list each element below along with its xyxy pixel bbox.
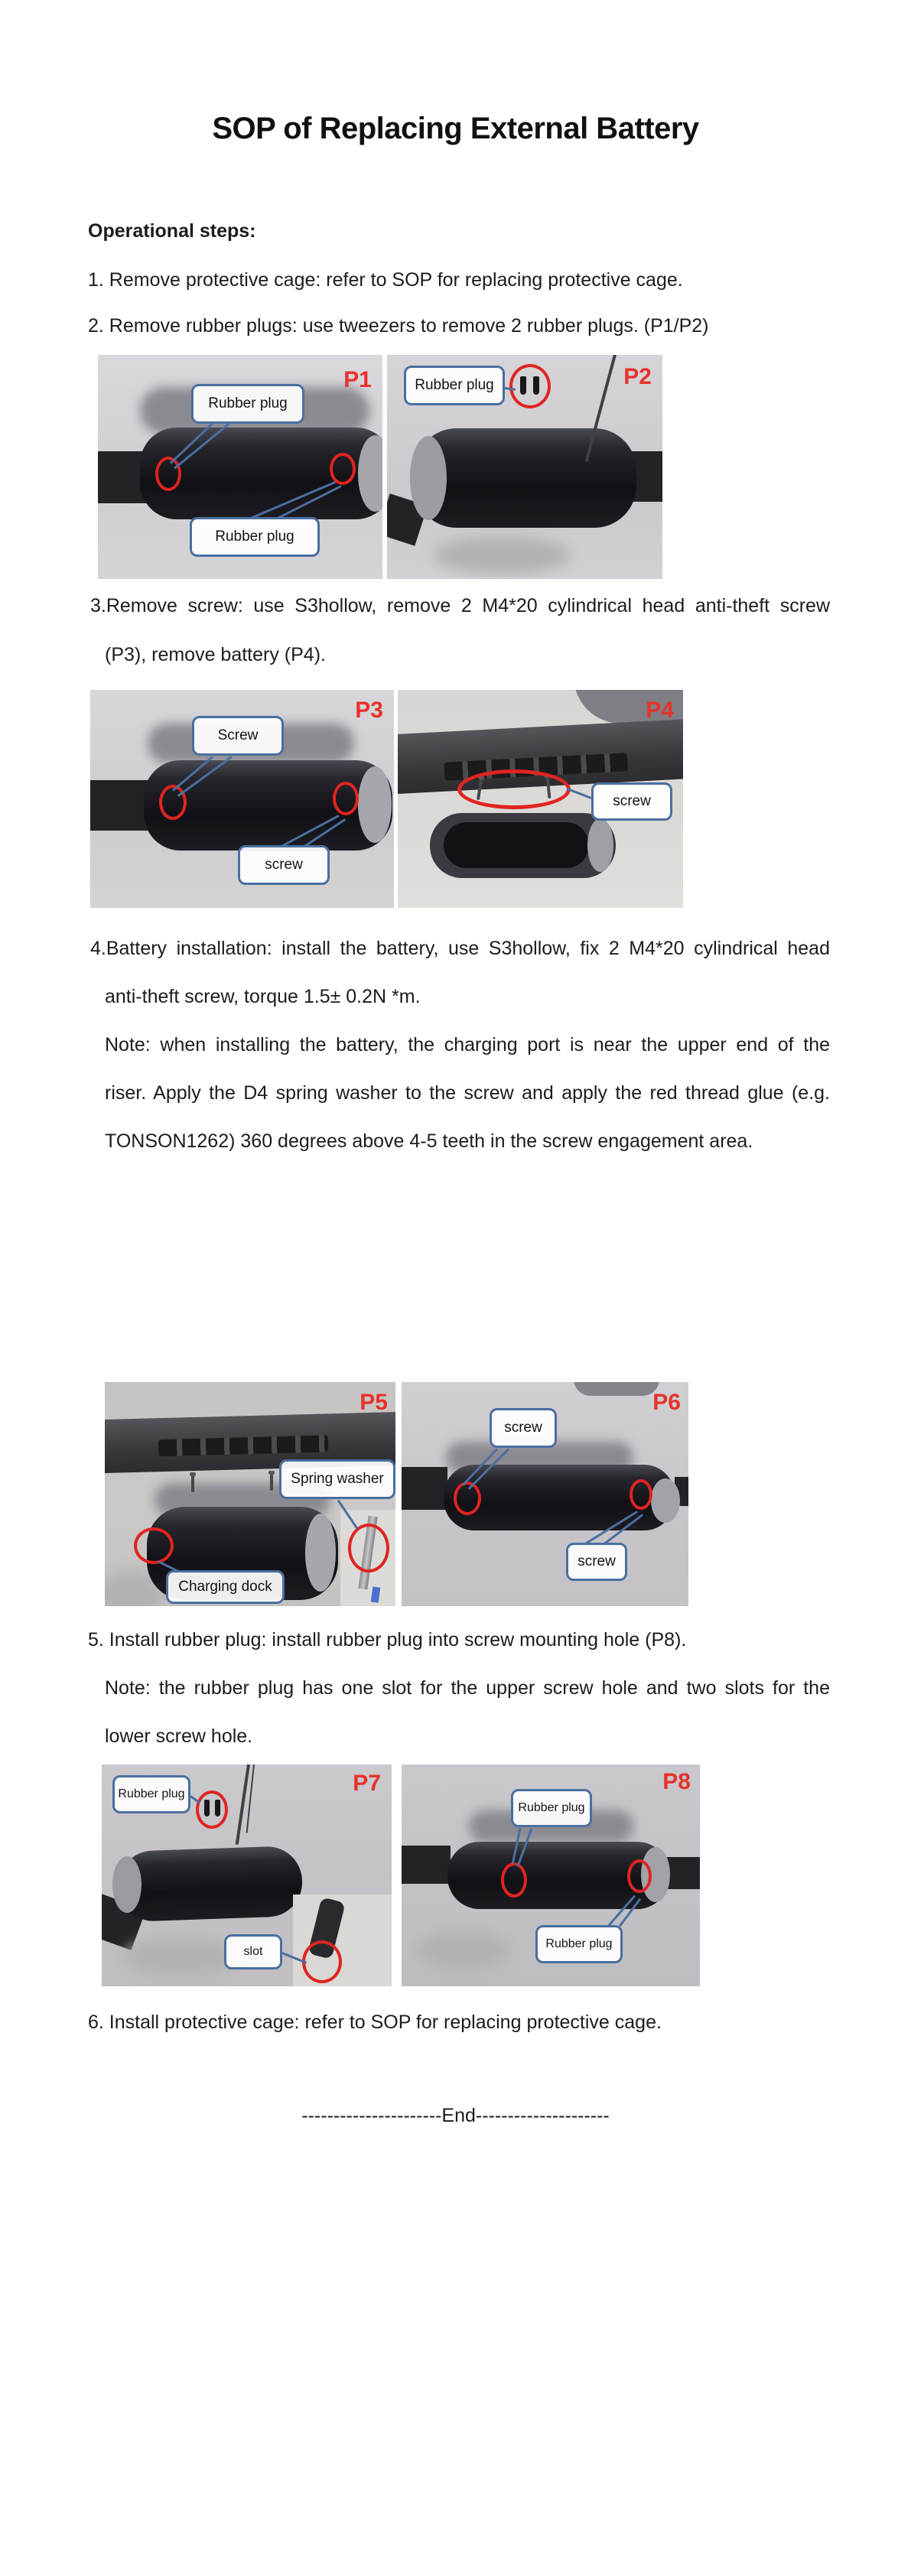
battery-body (117, 1846, 303, 1922)
handlebar (632, 451, 662, 502)
red-circle-spring-washer (348, 1524, 389, 1573)
battery-body (415, 428, 636, 528)
step-5-line-3: lower screw hole. (105, 1725, 253, 1747)
hand-shadow (433, 537, 571, 574)
rubber-plug-callout-bottom: Rubber plug (190, 517, 320, 557)
screw-callout: screw (591, 782, 672, 821)
section-heading: Operational steps: (88, 220, 256, 242)
battery-opening (444, 822, 589, 868)
end-marker: ----------------------End--------------------- (301, 2105, 610, 2126)
photo-p8 (402, 1764, 700, 1986)
red-ellipse-left (501, 1862, 527, 1898)
callout-tail (567, 788, 592, 799)
screw-callout-top: Screw (192, 716, 284, 756)
photo-p1 (98, 355, 382, 579)
step-4-line-5: TONSON1262) 360 degrees above 4-5 teeth in the screw engagement area. (105, 1130, 753, 1152)
battery-end-cap (587, 818, 613, 872)
rubber-plug-piece (533, 376, 539, 395)
step-4-line-2: anti-theft screw, torque 1.5± 0.2N *m. (105, 986, 421, 1007)
handlebar (402, 1846, 451, 1884)
photo-p4 (398, 690, 683, 908)
slot-callout: slot (224, 1934, 282, 1969)
photo-p2 (387, 355, 662, 579)
battery-end-cap (410, 436, 447, 520)
photo-p3-tag: P3 (355, 698, 383, 723)
rubber-plug-piece (520, 376, 526, 395)
page-title: SOP of Replacing External Battery (212, 112, 699, 145)
battery-end-cap (112, 1856, 142, 1913)
rubber-plug-callout: Rubber plug (112, 1775, 190, 1813)
red-ellipse-right (330, 453, 356, 485)
rubber-plug-piece (204, 1800, 210, 1817)
screw-pin (270, 1474, 273, 1491)
charging-dock-callout: Charging dock (166, 1570, 285, 1604)
rubber-plug-callout: Rubber plug (404, 366, 505, 405)
red-ellipse-right (333, 782, 359, 815)
rubber-plug-callout-top: Rubber plug (511, 1789, 592, 1827)
handlebar (666, 1857, 700, 1889)
photo-p3 (90, 690, 394, 908)
screw-callout-top: screw (490, 1408, 557, 1448)
handlebar-grille (158, 1435, 328, 1456)
rubber-plug-piece (215, 1800, 220, 1817)
screw-callout-bottom: screw (238, 845, 330, 885)
step-6: 6. Install protective cage: refer to SOP for replacing protective cage. (88, 2012, 662, 2033)
photo-p4-tag: P4 (646, 698, 674, 723)
red-ellipse-left (454, 1482, 481, 1515)
rubber-plug-callout-bottom: Rubber plug (535, 1925, 623, 1963)
step-4-line-3: Note: when installing the battery, the charging port is near the upper end of the (105, 1034, 830, 1055)
step-2: 2. Remove rubber plugs: use tweezers to remove 2 rubber plugs. (P1/P2) (88, 315, 709, 337)
photo-p6 (402, 1382, 688, 1606)
photo-p6-tag: P6 (652, 1390, 681, 1415)
photo-p7-tag: P7 (353, 1771, 381, 1796)
step-1: 1. Remove protective cage: refer to SOP for replacing protective cage. (88, 269, 683, 291)
hand-shadow (123, 1939, 238, 1974)
handlebar (402, 1467, 447, 1510)
screw-pin (191, 1475, 194, 1492)
background-object (574, 1382, 659, 1396)
step-4-line-4: riser. Apply the D4 spring washer to the screw and apply the red thread glue (e.g. (105, 1082, 830, 1104)
red-ellipse-right (627, 1859, 652, 1893)
photo-p7 (102, 1764, 392, 1986)
photo-p5 (105, 1382, 395, 1606)
step-3-line-2: (P3), remove battery (P4). (105, 644, 326, 665)
photo-p2-tag: P2 (623, 364, 652, 389)
step-3-line-1: 3.Remove screw: use S3hollow, remove 2 M4*20 cylindrical head anti-theft screw (90, 595, 830, 616)
rubber-plug-callout-top: Rubber plug (191, 384, 304, 424)
tweezers (236, 1764, 250, 1845)
photo-p5-tag: P5 (360, 1390, 388, 1415)
screw-callout-bottom: screw (566, 1543, 627, 1581)
red-ellipse-right (630, 1479, 652, 1510)
step-5-line-2: Note: the rubber plug has one slot for the upper screw hole and two slots for the (105, 1677, 830, 1699)
red-circle-slot (302, 1940, 342, 1983)
red-ellipse-left (155, 457, 181, 491)
shadow (417, 1931, 509, 1969)
photo-p1-tag: P1 (343, 367, 372, 392)
step-4-line-1: 4.Battery installation: install the battery, use S3hollow, fix 2 M4*20 cylindrical head (90, 938, 830, 959)
battery-end-cap (651, 1478, 680, 1523)
red-circle-plugs (196, 1791, 228, 1829)
red-ellipse-screws (457, 769, 571, 809)
step-5-line-1: 5. Install rubber plug: install rubber plug into screw mounting hole (P8). (88, 1629, 687, 1651)
spring-washer-callout: Spring washer (279, 1459, 395, 1499)
red-circle-plugs (509, 364, 551, 408)
red-circle-charging-dock (134, 1527, 174, 1564)
photo-p8-tag: P8 (662, 1769, 691, 1794)
handlebar (90, 780, 148, 831)
battery-end-cap (305, 1514, 336, 1592)
battery-end-cap (358, 766, 392, 843)
